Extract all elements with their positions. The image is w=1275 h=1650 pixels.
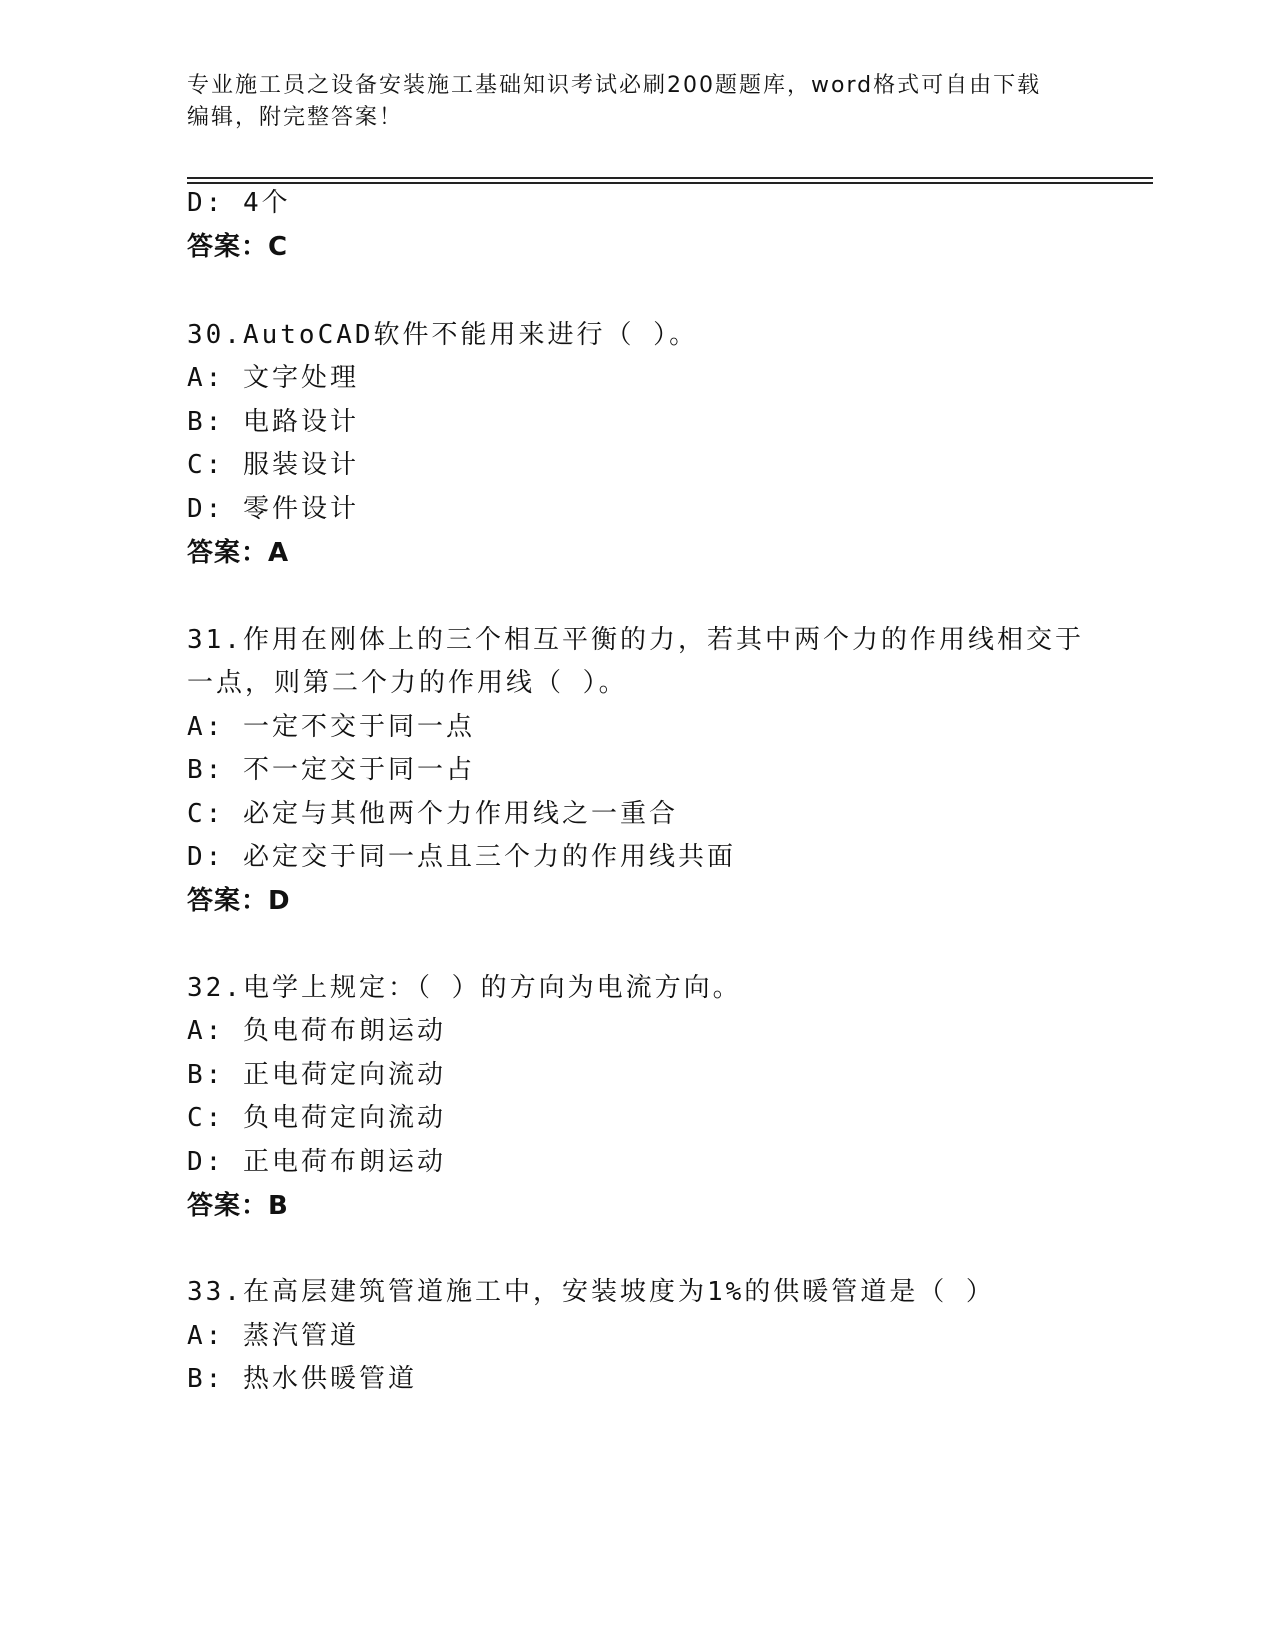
question-31-option-a: A: 一定不交于同一点 [187, 712, 475, 742]
question-31-answer: 答案：D [187, 886, 291, 916]
question-31-option-d: D: 必定交于同一点且三个力的作用线共面 [187, 842, 736, 872]
question-32-stem: 32.电学上规定：（ ）的方向为电流方向。 [187, 973, 742, 1003]
document-header [187, 70, 1087, 134]
question-32-option-a: A: 负电荷布朗运动 [187, 1016, 446, 1046]
question-31-option-b: B: 不一定交于同一占 [187, 755, 475, 785]
question-31-option-c: C: 必定与其他两个力作用线之一重合 [187, 799, 678, 829]
question-31-stem-line-2: 一点，则第二个力的作用线（ ）。 [187, 668, 628, 698]
question-33-stem: 33.在高层建筑管道施工中，安装坡度为1%的供暖管道是（ ） [187, 1277, 995, 1307]
prev-question-answer: 答案：C [187, 232, 289, 262]
question-32-answer: 答案：B [187, 1191, 289, 1221]
question-32-option-d: D: 正电荷布朗运动 [187, 1147, 446, 1177]
question-30-option-d: D: 零件设计 [187, 494, 359, 524]
prev-question-option-d: D: 4个 [187, 188, 291, 218]
question-30-stem: 30.AutoCAD软件不能用来进行（ ）。 [187, 320, 699, 350]
question-33-option-a: A: 蒸汽管道 [187, 1321, 359, 1351]
header-divider-bottom [187, 182, 1153, 184]
header-divider-top [187, 177, 1153, 179]
question-32-option-c: C: 负电荷定向流动 [187, 1103, 446, 1133]
header-title-line-2: 编辑，附完整答案！ [187, 105, 404, 130]
question-30-option-c: C: 服装设计 [187, 450, 359, 480]
question-30-answer: 答案：A [187, 538, 290, 568]
question-30-option-b: B: 电路设计 [187, 407, 359, 437]
question-30-option-a: A: 文字处理 [187, 363, 359, 393]
question-33-option-b: B: 热水供暖管道 [187, 1364, 417, 1394]
header-title-line-1: 专业施工员之设备安装施工基础知识考试必刷200题题库，word格式可自由下载 [187, 73, 1042, 98]
question-32-option-b: B: 正电荷定向流动 [187, 1060, 446, 1090]
question-31-stem-line-1: 31.作用在刚体上的三个相互平衡的力，若其中两个力的作用线相交于 [187, 625, 1084, 655]
